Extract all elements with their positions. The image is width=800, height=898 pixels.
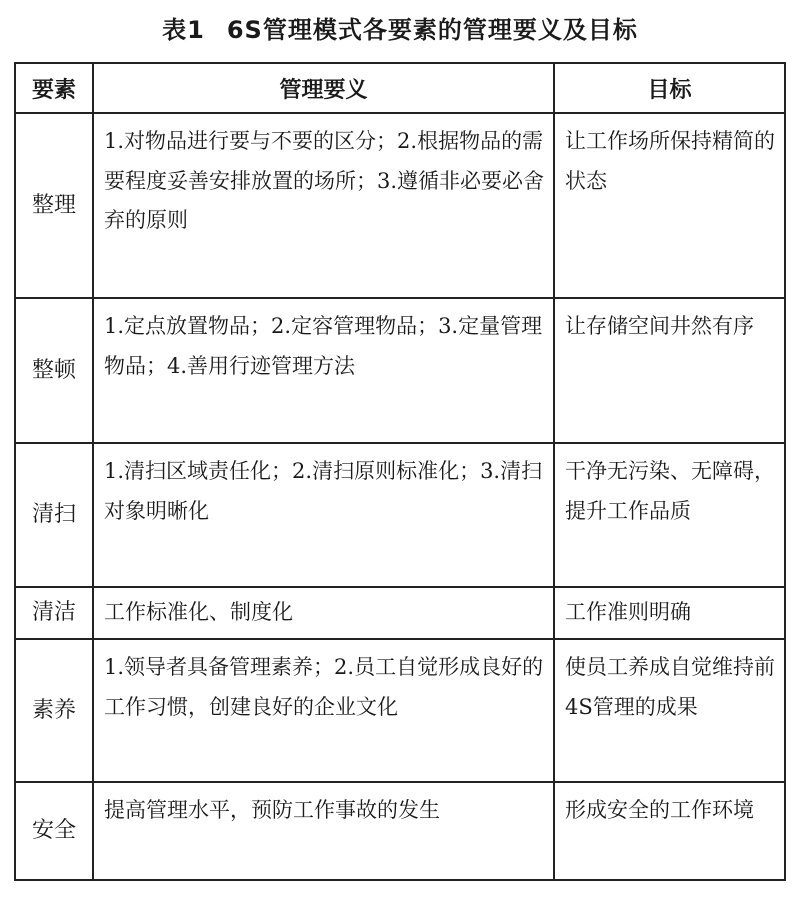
goal-cell: 干净无污染、无障碍，提升工作品质: [554, 443, 785, 587]
element-cell: 整顿: [15, 298, 93, 443]
element-cell: 整理: [15, 113, 93, 298]
requirement-cell: 1.清扫区域责任化；2.清扫原则标准化；3.清扫对象明晰化: [93, 443, 554, 587]
header-element: 要素: [15, 63, 93, 113]
element-cell: 素养: [15, 639, 93, 782]
table-row: [15, 639, 785, 782]
goal-cell: 工作准则明确: [554, 587, 785, 639]
table-label: 表1: [162, 16, 205, 44]
goal-cell: 使员工养成自觉维持前4S管理的成果: [554, 639, 785, 782]
requirement-cell: 1.定点放置物品；2.定容管理物品；3.定量管理物品；4.善用行迹管理方法: [93, 298, 554, 443]
requirement-cell: 工作标准化、制度化: [93, 587, 554, 639]
element-cell: 安全: [15, 782, 93, 880]
management-table: [14, 62, 786, 881]
requirement-cell: 提高管理水平，预防工作事故的发生: [93, 782, 554, 880]
goal-cell: 让存储空间井然有序: [554, 298, 785, 443]
table-caption: [0, 14, 800, 46]
table-title: 6S管理模式各要素的管理要义及目标: [226, 16, 638, 44]
requirement-cell: 1.领导者具备管理素养；2.员工自觉形成良好的工作习惯，创建良好的企业文化: [93, 639, 554, 782]
header-row: [15, 63, 785, 113]
goal-cell: 形成安全的工作环境: [554, 782, 785, 880]
header-goal: 目标: [554, 63, 785, 113]
requirement-cell: 1.对物品进行要与不要的区分；2.根据物品的需要程度妥善安排放置的场所；3.遵循非必要必舍弃的原则: [93, 113, 554, 298]
table-row: [15, 587, 785, 639]
header-requirement: 管理要义: [93, 63, 554, 113]
table-row: [15, 113, 785, 298]
element-cell: 清扫: [15, 443, 93, 587]
table-row: [15, 782, 785, 880]
table-row: [15, 298, 785, 443]
element-cell: 清洁: [15, 587, 93, 639]
table-row: [15, 443, 785, 587]
goal-cell: 让工作场所保持精简的状态: [554, 113, 785, 298]
